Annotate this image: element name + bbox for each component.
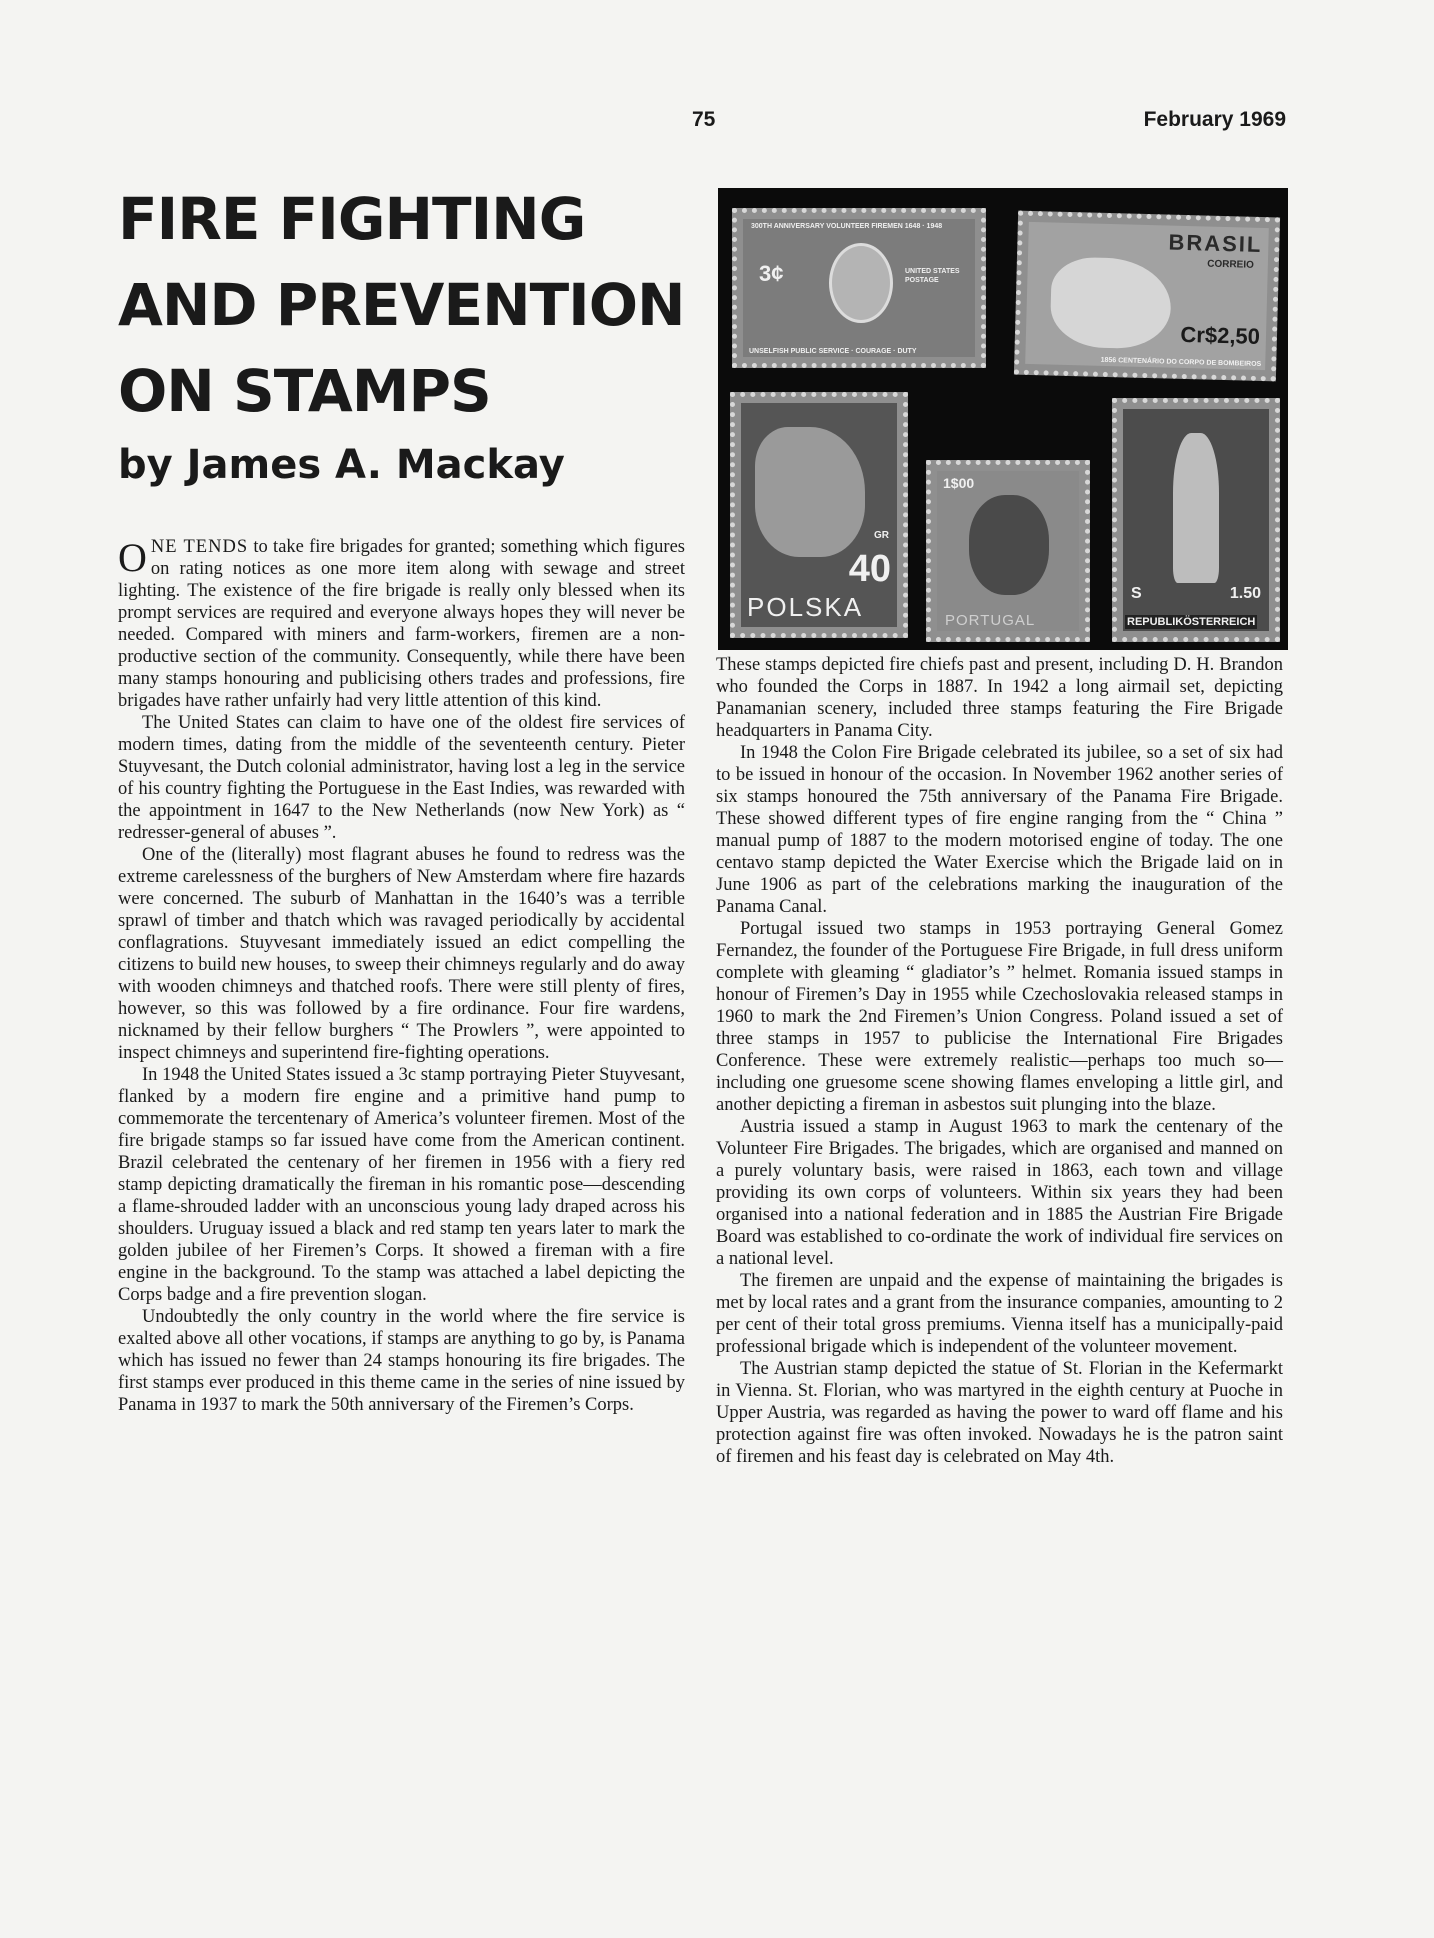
usa-stamp-value: 3¢ <box>759 261 784 286</box>
poland-stamp <box>730 392 908 638</box>
page-number: 75 <box>692 108 716 131</box>
stamps-photo <box>718 188 1288 650</box>
title-line-2: AND PREVENTION <box>118 271 685 339</box>
portugal-stamp-value: 1$00 <box>943 475 975 491</box>
brazil-stamp <box>1014 211 1280 382</box>
paragraph: Austria issued a stamp in August 1963 to mark the centenary of the Volunteer Fire Brigades. The brigades, which are organised and manned on a purely voluntary basis, were raised in 1863, each town and village providing its own corps of volunteers. Within six years they had been organised into a national federation and in 1885 the Austrian Fire Brigade Board was established to co-ordinate the work of individual fire services on a national level. <box>716 1117 1283 1269</box>
paragraph: One of the (literally) most flagrant abuses he found to redress was the extreme carelessness of the burghers of New Amsterdam where fire hazards were concerned. The suburb of Manhattan in the 1640’s was a terrible sprawl of timber and thatch which was ravaged periodically by accidental conflagrations. Stuyvesant immediately issued an edict compelling the citizens to build new houses, to sweep their chimneys regularly and do away with wooden chimneys and thatched roofs. There were still plenty of fires, however, so this was followed by a fire ordinance. Four fire wardens, nicknamed by their fellow burghers “ The Prowlers ”, were appointed to inspect chimneys and superintend fire-fighting operations. <box>118 845 685 1063</box>
paragraph: Portugal issued two stamps in 1953 portraying General Gomez Fernandez, the founder of the Portuguese Fire Brigade, in full dress uniform complete with gleaming “ gladiator’s ” helmet. Romania issued stamps in honour of Firemen’s Day in 1955 while Czechoslovakia released stamps in 1960 to mark the 2nd Firemen’s Union Congress. Poland issued a set of three stamps in 1957 to publicise the International Fire Brigades Conference. These were extremely realistic—perhaps too much so—including one gruesome scene showing flames enveloping a little girl, and another depicting a fireman in asbestos suit plunging into the blaze. <box>716 919 1283 1115</box>
paragraph: The United States can claim to have one of the oldest fire services of modern times, dating from the middle of the seventeenth century. Pieter Stuyvesant, the Dutch colonial administrator, having lost a leg in the service of his country fighting the Portuguese in the East Indies, was rewarded with the appointment in 1647 to the New Netherlands (now New York) as “ redresser-general of abuses ”. <box>118 713 685 843</box>
portrait-oval <box>829 243 893 323</box>
title-line-1: FIRE FIGHTING <box>118 185 586 253</box>
poland-stamp-value: 40 <box>848 548 891 590</box>
paragraph: The firemen are unpaid and the expense of maintaining the brigades is met by local rates and a grant from the insurance companies, amounting to 2 per cent of their total gross premiums. Vienna itself has a municipally-paid professional brigade which is independent of the volunteer movement. <box>716 1271 1283 1357</box>
st-florian-statue <box>1173 433 1219 583</box>
usa-stamp-country: UNITED STATES POSTAGE <box>905 268 960 284</box>
austria-stamp-value: 1.50 <box>1229 585 1261 602</box>
paragraph: Undoubtedly the only country in the world where the fire service is exalted above all other vocations, if stamps are anything to go by, is Panama which has issued no fewer than 24 stamps honouring its fire brigades. The first stamps ever produced in this theme came in the series of nine issued by Panama in 1937 to mark the 50th anniversary of the Firemen’s Corps. <box>118 1307 685 1415</box>
paragraph: The Austrian stamp depicted the statue of St. Florian in the Kefermarkt in Vienna. St. Florian, who was martyred in the eighth century at Puoche in Upper Austria, was regarded as having the power to ward off flame and his protection against fire was often invoked. Nowadays he is the patron saint of firemen and his feast day is celebrated on May 4th. <box>716 1359 1283 1467</box>
poland-stamp-unit: GR <box>874 530 889 541</box>
paragraph: In 1948 the United States issued a 3c stamp portraying Pieter Stuyvesant, flanked by a modern fire engine and a primitive hand pump to commemorate the tercentenary of America’s volunteer firemen. Most of the fire brigade stamps so far issued have come from the American continent. Brazil celebrated the centenary of her firemen in 1956 with a fiery red stamp depicting dramatically the fireman in his romantic pose—descending a flame-shrouded ladder with an unconscious young lady draped across his shoulders. Uruguay issued a black and red stamp ten years later to mark the golden jubilee of her Firemen’s Corps. It showed a fireman with a fire engine in the background. To the stamp was attached a label depicting the Corps badge and a fire prevention slogan. <box>118 1065 685 1305</box>
byline: by James A. Mackay <box>118 442 565 488</box>
paragraph <box>118 536 685 712</box>
usa-stamp <box>732 208 986 368</box>
article-column-left <box>118 536 685 1416</box>
fireman-silhouette <box>755 427 865 557</box>
paragraph: These stamps depicted fire chiefs past and present, including D. H. Brandon who founded the Corps in 1887. In 1942 a long airmail set, depicting Panamanian scenery, included three stamps featuring the Fire Brigade headquarters in Panama City. <box>716 655 1283 741</box>
drop-cap: O <box>118 535 147 580</box>
portugal-stamp <box>926 460 1090 642</box>
usa-stamp-top-label: 300TH ANNIVERSARY VOLUNTEER FIREMEN 1648 · 1948 <box>751 223 943 230</box>
article-column-right <box>716 654 1283 1468</box>
lead-in: NE TENDS <box>150 537 249 557</box>
brazil-stamp-country: BRASIL <box>1168 229 1263 257</box>
austria-stamp-country: REPUBLIKÖSTERREICH <box>1127 616 1256 628</box>
portugal-stamp-country: PORTUGAL <box>945 612 1036 629</box>
brazil-stamp-sub: CORREIO <box>1207 258 1254 271</box>
issue-date: February 1969 <box>1143 108 1286 131</box>
usa-stamp-bottom-label: UNSELFISH PUBLIC SERVICE · COURAGE · DUTY <box>749 348 917 355</box>
general-portrait <box>969 495 1049 595</box>
austria-stamp <box>1112 398 1280 642</box>
title-line-3: ON STAMPS <box>118 357 491 425</box>
brazil-stamp-bottom-label: 1856 CENTENÁRIO DO CORPO DE BOMBEIROS <box>1100 356 1262 369</box>
brazil-stamp-value: Cr$2,50 <box>1180 321 1261 349</box>
paragraph-text: to take fire brigades for granted; something which figures on rating notices as one more item along with sewage and street lighting. The existence of the fire brigade is really only blessed when its prompt services are required and everyone always hopes they will never be needed. Compared with miners and farm-workers, firemen are a non-productive section of the community. Consequently, while there have been many stamps honouring and publicising others trades and professions, fire brigades have rather unfairly had very little attention of this kind. <box>118 537 685 711</box>
austria-stamp-s: S <box>1131 585 1142 602</box>
article-title <box>118 176 718 434</box>
poland-stamp-country: POLSKA <box>747 592 864 622</box>
paragraph: In 1948 the Colon Fire Brigade celebrated its jubilee, so a set of six had to be issued in honour of the occasion. In November 1962 another series of six stamps honoured the 75th anniversary of the Panama Fire Brigade. These showed different types of fire engine ranging from the “ China ” manual pump of 1887 to the modern motorised engine of today. The one centavo stamp depicted the Water Exercise which the Brigade laid on in June 1906 as part of the celebrations marking the inauguration of the Panama Canal. <box>716 743 1283 917</box>
